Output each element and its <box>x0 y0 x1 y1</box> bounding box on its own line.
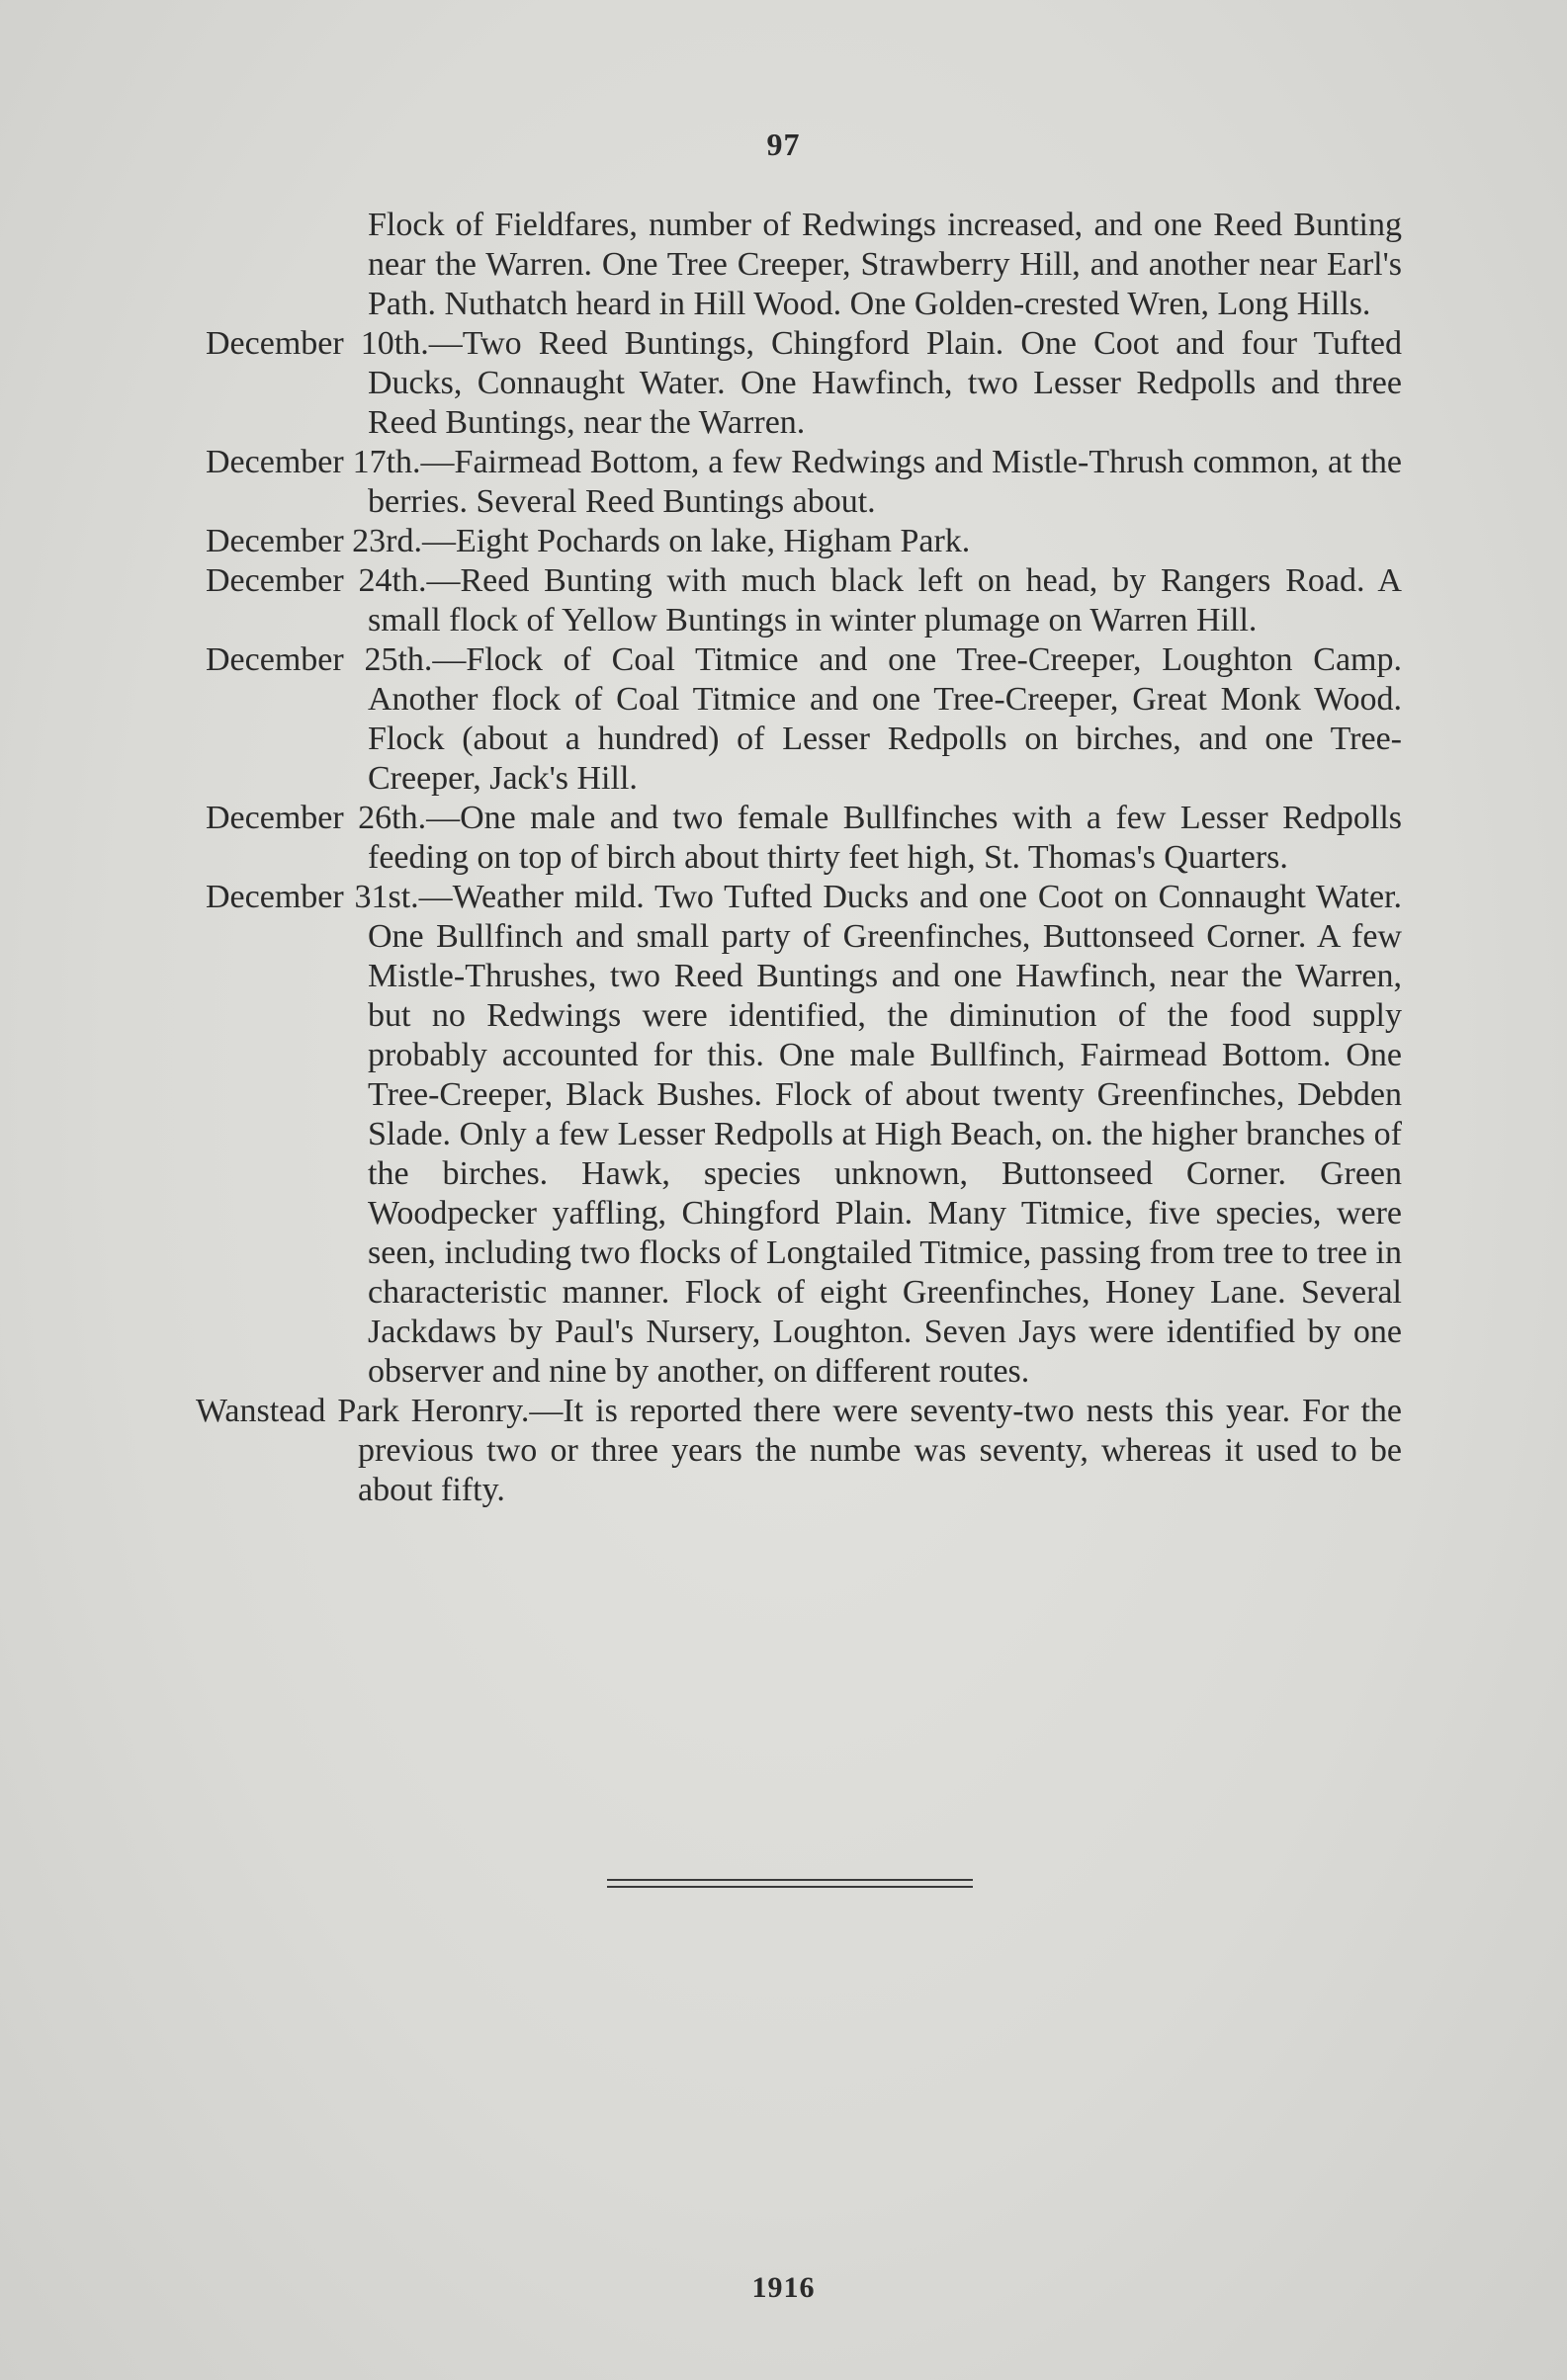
footer-year: 1916 <box>751 2271 816 2304</box>
paragraph-december-23: December 23rd.—Eight Pochards on lake, Higham Park. <box>206 523 971 559</box>
paragraph-december-25: December 25th.—Flock of Coal Titmice and one Tree-Creeper, Loughton Camp. Another flock of Coal Titmice and one Tree-Creeper, Great Monk Wood. Flock (about a hundred) of Lesser Redpolls on birches, and one Tree-Creeper, Jack's Hill. <box>206 641 1402 797</box>
paragraph-december-17: December 17th.—Fairmead Bottom, a few Redwings and Mistle-Thrush common, at the berries. Several Reed Buntings about. <box>206 444 1402 520</box>
paragraph-december-26: December 26th.—One male and two female Bullfinches with a few Lesser Redpolls feeding on top of birch about thirty feet high, St. Thomas's Quarters. <box>206 800 1402 876</box>
paragraph-wanstead-heronry: Wanstead Park Heronry.—It is reported there were seventy-two nests this year. For the previous two or three years the numbe was seventy, whereas it used to be about fifty. <box>196 1393 1402 1508</box>
paragraph-december-31: December 31st.—Weather mild. Two Tufted Ducks and one Coot on Connaught Water. One Bullfinch and small party of Greenfinches, Buttonseed Corner. A few Mistle-Thrushes, two Reed Buntings and one Hawfinch, near the Warren, but no Redwings were identified, the diminution of the food supply probably accounted for this. One male Bullfinch, Fairmead Bottom. One Tree-Creeper, Black Bushes. Flock of about twenty Greenfinches, Debden Slade. Only a few Lesser Redpolls at High Beach, on. the higher branches of the birches. Hawk, species unknown, Buttonseed Corner. Green Woodpecker yaffling, Chingford Plain. Many Titmice, five species, were seen, including two flocks of Longtailed Titmice, passing from tree to tree in characteristic manner. Flock of eight Greenfinches, Honey Lane. Several Jackdaws by Paul's Nursery, Loughton. Seven Jays were identified by one observer and nine by another, on different routes. <box>206 879 1402 1390</box>
paragraph-december-10: December 10th.—Two Reed Buntings, Chingford Plain. One Coot and four Tufted Ducks, Connaught Water. One Hawfinch, two Lesser Redpolls and three Reed Buntings, near the Warren. <box>206 325 1402 441</box>
body-text <box>196 206 1402 1510</box>
page-number: 97 <box>766 127 801 162</box>
double-rule-divider <box>607 1879 973 1888</box>
paragraph-continuation: Flock of Fieldfares, number of Redwings increased, and one Reed Bunting near the Warren. One Tree Creeper, Strawberry Hill, and another near Earl's Path. Nuthatch heard in Hill Wood. One Golden-crested Wren, Long Hills. <box>368 207 1402 322</box>
paragraph-december-24: December 24th.—Reed Bunting with much black left on head, by Rangers Road. A small flock of Yellow Buntings in winter plumage on Warren Hill. <box>206 562 1402 638</box>
